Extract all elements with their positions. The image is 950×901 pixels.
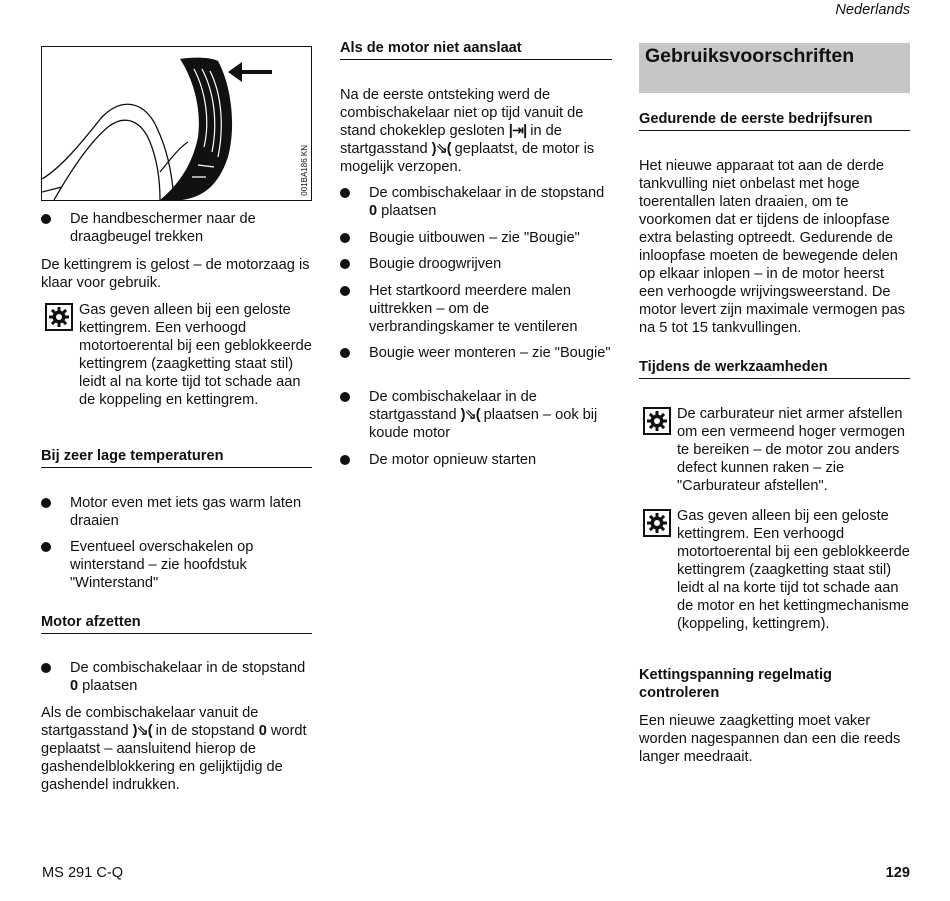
page-language: Nederlands	[835, 2, 910, 18]
heading-not-start: Als de motor niet aanslaat	[340, 39, 612, 60]
list-item	[340, 282, 612, 336]
section-title: Gebruiksvoorschriften	[645, 45, 855, 67]
bullet-dot	[41, 498, 51, 508]
warning-note	[639, 405, 910, 495]
warning-note	[41, 301, 312, 409]
list-item	[41, 659, 312, 695]
list-item	[340, 255, 612, 273]
footer-model: MS 291 C-Q	[42, 865, 124, 881]
list-item-text: Bougie droogwrijven	[369, 256, 502, 272]
list-item-text: Motor even met iets gas warm laten draaien	[70, 495, 302, 529]
bullet-dot	[340, 259, 350, 269]
bullet-dot	[41, 663, 51, 673]
paragraph: Het nieuwe apparaat tot aan de derde tankvulling niet onbelast met hoge toerentallen laten draaien, om te voorkomen dat er tijdens de inloopfase extra belasting optreedt. Gedurende de inloopfase moeten de bewegende delen op elkaar inlopen – in de motor heerst een verhoogde wrijvingsweerstand. De motor levert zijn maximale vermogen pas na 5 tot 15 tankvullingen.	[639, 158, 906, 336]
paragraph: Na de eerste ontsteking werd de combischakelaar niet op tijd vanuit de stand chokeklep gesloten |⇥| in de startgasstand )⇘( geplaatst, de motor is mogelijk verzopen.	[340, 87, 595, 175]
choke-symbol: |⇥|	[508, 123, 527, 139]
figure-code: 001BA186 KN	[300, 145, 309, 196]
start-throttle-symbol: )⇘(	[460, 407, 480, 423]
list-item-text: De combischakelaar in de startgasstand )⇘( plaatsen – ook bij koude motor	[369, 389, 598, 441]
list-item-text: Eventueel overschakelen op winterstand – zie hoofdstuk "Winterstand"	[70, 539, 254, 591]
start-throttle-symbol: )⇘(	[132, 723, 152, 739]
list-item	[41, 494, 312, 530]
bullet-dot	[41, 542, 51, 552]
heading-stop: Motor afzetten	[41, 613, 312, 634]
paragraph: Als de combischakelaar vanuit de startgasstand )⇘( in de stopstand 0 wordt geplaatst – aansluitend hierop de gashendelblokkering en gelijktijdig de gashendel indrukken.	[41, 705, 307, 793]
list-item-text: Bougie weer monteren – zie "Bougie"	[369, 345, 611, 361]
list-item	[340, 344, 612, 362]
start-throttle-symbol: )⇘(	[431, 141, 451, 157]
bullet-dot	[340, 286, 350, 296]
bullet-dot	[340, 348, 350, 358]
heading-first-hours: Gedurende de eerste bedrijfsuren	[639, 110, 910, 131]
note-text: De carburateur niet armer afstellen om een vermeend hoger vermogen te bereiken – de motor zou anders defect kunnen raken – zie "Carburateur afstellen".	[677, 406, 905, 494]
list-item-text: De motor opnieuw starten	[369, 452, 537, 468]
gear-icon	[643, 509, 671, 537]
list-item-text: De handbeschermer naar de draagbeugel trekken	[70, 211, 256, 245]
list-item	[340, 388, 612, 442]
note-text: Gas geven alleen bij een geloste kettingrem. Een verhoogd motortoerental bij een geblokkeerde kettingrem (zaagketting staat stil) leidt al na korte tijd tot schade aan de koppeling en kettingrem.	[79, 302, 312, 408]
paragraph: De kettingrem is gelost – de motorzaag is klaar voor gebruik.	[41, 257, 310, 291]
list-item-text: De combischakelaar in de stopstand 0 plaatsen	[369, 185, 605, 219]
bullet-dot	[340, 233, 350, 243]
list-item-text: Bougie uitbouwen – zie "Bougie"	[369, 230, 580, 246]
list-item	[41, 210, 312, 246]
gear-icon	[643, 407, 671, 435]
paragraph: Een nieuwe zaagketting moet vaker worden nagespannen dan een die reeds langer meedraait.	[639, 713, 901, 765]
handguard-illustration	[41, 46, 312, 201]
bullet-dot	[41, 214, 51, 224]
gear-icon	[45, 303, 73, 331]
list-item	[340, 451, 612, 469]
heading-cold: Bij zeer lage temperaturen	[41, 447, 312, 468]
bullet-dot	[340, 455, 350, 465]
warning-note	[639, 507, 910, 633]
section-header	[639, 43, 910, 93]
heading-chain-tension: Kettingspanning regelmatig controleren	[639, 667, 832, 701]
bullet-dot	[340, 392, 350, 402]
list-item	[340, 184, 612, 220]
page-number: 129	[885, 865, 910, 881]
note-text: Gas geven alleen bij een geloste kettingrem. Een verhoogd motortoerental bij een geblokkeerde kettingrem (zaagketting staat stil) leidt al na korte tijd tot schade aan de motor en het kettingmechanisme (koppeling, kettingrem).	[677, 508, 910, 632]
list-item	[340, 229, 612, 247]
list-item-text: De combischakelaar in de stopstand 0 plaatsen	[70, 660, 306, 694]
list-item-text: Het startkoord meerdere malen uittrekken – om de verbrandingskamer te ventileren	[369, 283, 578, 335]
list-item	[41, 538, 312, 592]
bullet-dot	[340, 188, 350, 198]
handguard-drawing	[42, 47, 311, 200]
heading-during-work: Tijdens de werkzaamheden	[639, 358, 910, 379]
